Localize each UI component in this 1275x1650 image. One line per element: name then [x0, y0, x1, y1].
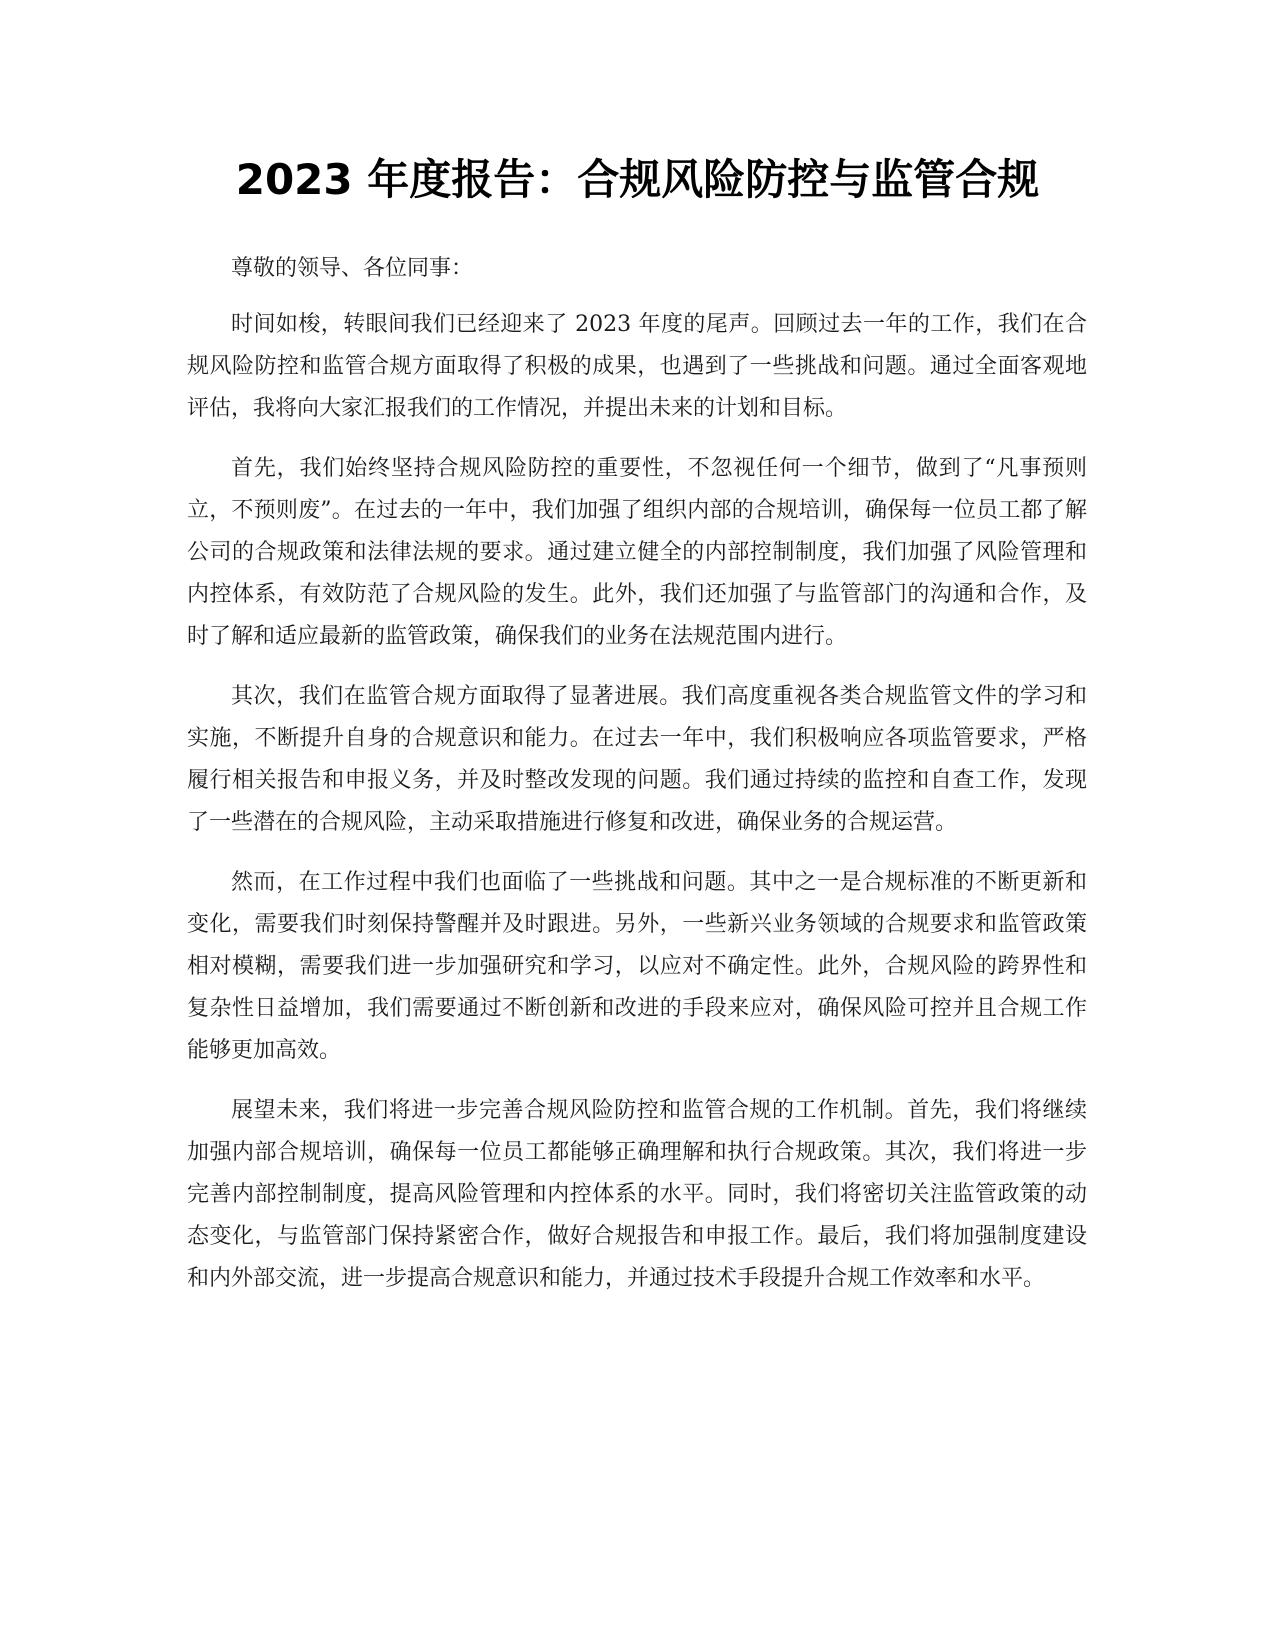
greeting-line: 尊敬的领导、各位同事：	[231, 256, 474, 281]
document-title: 2023 年度报告：合规风险防控与监管合规	[235, 155, 1040, 204]
paragraph-intro: 时间如梭，转眼间我们已经迎来了 2023 年度的尾声。回顾过去一年的工作，我们在合规风险防控和监管合规方面取得了积极的成果，也遇到了一些挑战和问题。通过全面客观地评估，我将向大家汇报我们的工作情况，并提出未来的计划和目标。	[187, 312, 1087, 421]
paragraph-outlook: 展望未来，我们将进一步完善合规风险防控和监管合规的工作机制。首先，我们将继续加强内部合规培训，确保每一位员工都能够正确理解和执行合规政策。其次，我们将进一步完善内部控制制度，提高风险管理和内控体系的水平。同时，我们将密切关注监管政策的动态变化，与监管部门保持紧密合作，做好合规报告和申报工作。最后，我们将加强制度建设和内外部交流，进一步提高合规意识和能力，并通过技术手段提升合规工作效率和水平。	[187, 1098, 1087, 1291]
paragraph-risk-control: 首先，我们始终坚持合规风险防控的重要性，不忽视任何一个细节，做到了“凡事预则立，不预则废”。在过去的一年中，我们加强了组织内部的合规培训，确保每一位员工都了解公司的合规政策和法律法规的要求。通过建立健全的内部控制制度，我们加强了风险管理和内控体系，有效防范了合规风险的发生。此外，我们还加强了与监管部门的沟通和合作，及时了解和适应最新的监管政策，确保我们的业务在法规范围内进行。	[187, 456, 1087, 649]
paragraph-regulatory-progress: 其次，我们在监管合规方面取得了显著进展。我们高度重视各类合规监管文件的学习和实施，不断提升自身的合规意识和能力。在过去一年中，我们积极响应各项监管要求，严格履行相关报告和申报义务，并及时整改发现的问题。我们通过持续的监控和自查工作，发现了一些潜在的合规风险，主动采取措施进行修复和改进，确保业务的合规运营。	[187, 684, 1087, 835]
document-body	[187, 248, 1087, 1318]
paragraph-challenges: 然而，在工作过程中我们也面临了一些挑战和问题。其中之一是合规标准的不断更新和变化，需要我们时刻保持警醒并及时跟进。另外，一些新兴业务领域的合规要求和监管政策相对模糊，需要我们进一步加强研究和学习，以应对不确定性。此外，合规风险的跨界性和复杂性日益增加，我们需要通过不断创新和改进的手段来应对，确保风险可控并且合规工作能够更加高效。	[187, 870, 1087, 1063]
